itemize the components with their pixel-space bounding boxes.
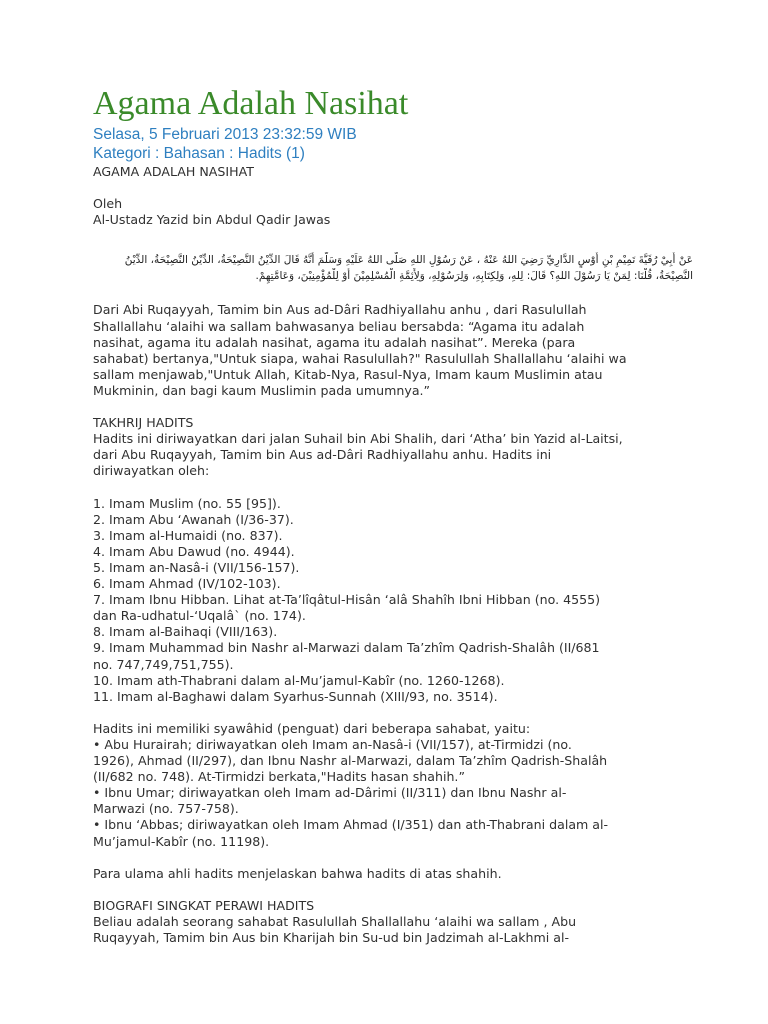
paragraph-line: dari Abu Ruqayyah, Tamim bin Aus ad-Dâri Radhiyallahu anhu. Hadits ini [93, 447, 552, 463]
list-item: 3. Imam al-Humaidi (no. 837). [93, 527, 283, 543]
paragraph-line: Shallallahu ‘alaihi wa sallam bahwasanya beliau bersabda: “Agama itu adalah [93, 318, 585, 334]
list-item: no. 747,749,751,755). [93, 656, 234, 672]
list-item: 2. Imam Abu ‘Awanah (I/36-37). [93, 511, 294, 527]
paragraph-line: Beliau adalah seorang sahabat Rasulullah Shallallahu ‘alaihi wa sallam , Abu [93, 914, 577, 930]
paragraph-line: • Abu Hurairah; diriwayatkan oleh Imam an-Nasâ-i (VII/157), at-Tirmidzi (no. [93, 737, 572, 752]
paragraph-line: Hadits ini memiliki syawâhid (penguat) dari beberapa sahabat, yaitu: [93, 720, 531, 736]
list-item: 6. Imam Ahmad (IV/102-103). [93, 576, 281, 592]
list-item: 9. Imam Muhammad bin Nashr al-Marwazi dalam Ta’zhîm Qadrish-Shalâh (II/681 [93, 640, 600, 656]
paragraph-line: Ruqayyah, Tamim bin Aus bin Kharijah bin Su-ud bin Jadzimah al-Lakhmi al- [93, 930, 570, 946]
paragraph-line: Hadits ini diriwayatkan dari jalan Suhail bin Abi Shalih, dari ‘Atha’ bin Yazid al-Laitsi, [93, 431, 623, 447]
list-item: 5. Imam an-Nasâ-i (VII/156-157). [93, 559, 300, 575]
paragraph-line: Mu’jamul-Kabîr (no. 11198). [93, 833, 270, 849]
biografi-heading: BIOGRAFI SINGKAT PERAWI HADITS [93, 897, 315, 913]
list-item: 8. Imam al-Baihaqi (VIII/163). [93, 624, 278, 640]
author-name: Al-Ustadz Yazid bin Abdul Qadir Jawas [93, 212, 331, 228]
list-item: 10. Imam ath-Thabrani dalam al-Mu’jamul-Kabîr (no. 1260-1268). [93, 672, 505, 688]
list-item: 7. Imam Ibnu Hibban. Lihat at-Ta’lîqâtul-Hisân ‘alâ Shahîh Ibni Hibban (no. 4555) [93, 592, 601, 608]
paragraph-line: • Ibnu Umar; diriwayatkan oleh Imam ad-Dârimi (II/311) dan Ibnu Nashr al- [93, 785, 567, 801]
article-date: Selasa, 5 Februari 2013 23:32:59 WIB [93, 126, 357, 143]
list-item: 1. Imam Muslim (no. 55 [95]). [93, 495, 281, 511]
arabic-hadith-text [93, 252, 693, 284]
paragraph-line: • Ibnu ‘Abbas; diriwayatkan oleh Imam Ahmad (I/351) dan ath-Thabrani dalam al- [93, 817, 609, 833]
article-category: Kategori : Bahasan : Hadits (1) [93, 145, 305, 162]
paragraph-line: nasihat, agama itu adalah nasihat, agama itu adalah nasihat”. Mereka (para [93, 334, 576, 350]
translation-paragraph [93, 302, 693, 399]
paragraph-line: sahabat) bertanya,"Untuk siapa, wahai Rasulullah?" Rasulullah Shallallahu ‘alaihi wa [93, 350, 627, 366]
syawahid-paragraph [93, 721, 693, 850]
paragraph-line: (II/682 no. 748). At-Tirmidzi berkata,"Hadits hasan shahih.” [93, 769, 465, 785]
takhrij-intro [93, 431, 693, 479]
list-item: 4. Imam Abu Dawud (no. 4944). [93, 543, 295, 559]
list-item: dan Ra-udhatul-‘Uqalâ` (no. 174). [93, 608, 306, 624]
paragraph-line: Mukminin, dan bagi kaum Muslimin pada umumnya.” [93, 382, 431, 398]
biografi-paragraph [93, 914, 693, 946]
article-body [93, 164, 693, 946]
paragraph-line: 1926), Ahmad (II/297), dan Ibnu Nashr al-Marwazi, dalam Ta’zhîm Qadrish-Shalâh [93, 753, 608, 769]
paragraph-line: Dari Abi Ruqayyah, Tamim bin Aus ad-Dâri Radhiyallahu anhu , dari Rasulullah [93, 302, 587, 318]
arabic-line: النَّصِيْحَةُ، قُلْنَا: لِمَنْ يَا رَسُوْلَ اللهِ؟ قَالَ: لِلهِ، وَلِكِتَابِهِ، وَلِرَسُوْلِهِ، وَلِأَئِمَّةِ الْمُسْلِمِيْنَ أَوْ لِلْمُؤْمِنِيْنَ، وَعَامَّتِهِمْ. [255, 270, 693, 283]
paragraph-line: diriwayatkan oleh: [93, 463, 210, 479]
author-label: Oleh [93, 196, 123, 212]
article-heading: AGAMA ADALAH NASIHAT [93, 164, 254, 179]
narrator-list [93, 496, 693, 705]
paragraph-line: sallam menjawab,"Untuk Allah, Kitab-Nya, Rasul-Nya, Imam kaum Muslimin atau [93, 366, 603, 382]
article-title: Agama Adalah Nasihat [93, 85, 409, 122]
takhrij-heading: TAKHRIJ HADITS [93, 415, 194, 431]
paragraph-line: Marwazi (no. 757-758). [93, 801, 239, 817]
list-item: 11. Imam al-Baghawi dalam Syarhus-Sunnah (XIII/93, no. 3514). [93, 688, 498, 704]
ulama-note: Para ulama ahli hadits menjelaskan bahwa hadits di atas shahih. [93, 865, 502, 881]
arabic-line: عَنْ أَبِيْ رُقَيَّةَ تَمِيْمِ بْنِ أَوْسٍ الدَّارِيِّ رَضِيَ اللهُ عَنْهُ ، عَنْ رَسُوْلِ اللهِ صَلَّى اللهُ عَلَيْهِ وَسَلَّمَ أَنَّهُ قَالَ الدِّيْنُ النَّصِيْحَةُ، الدِّيْنُ النَّصِيْحَةُ، الدِّيْنُ [124, 254, 693, 267]
